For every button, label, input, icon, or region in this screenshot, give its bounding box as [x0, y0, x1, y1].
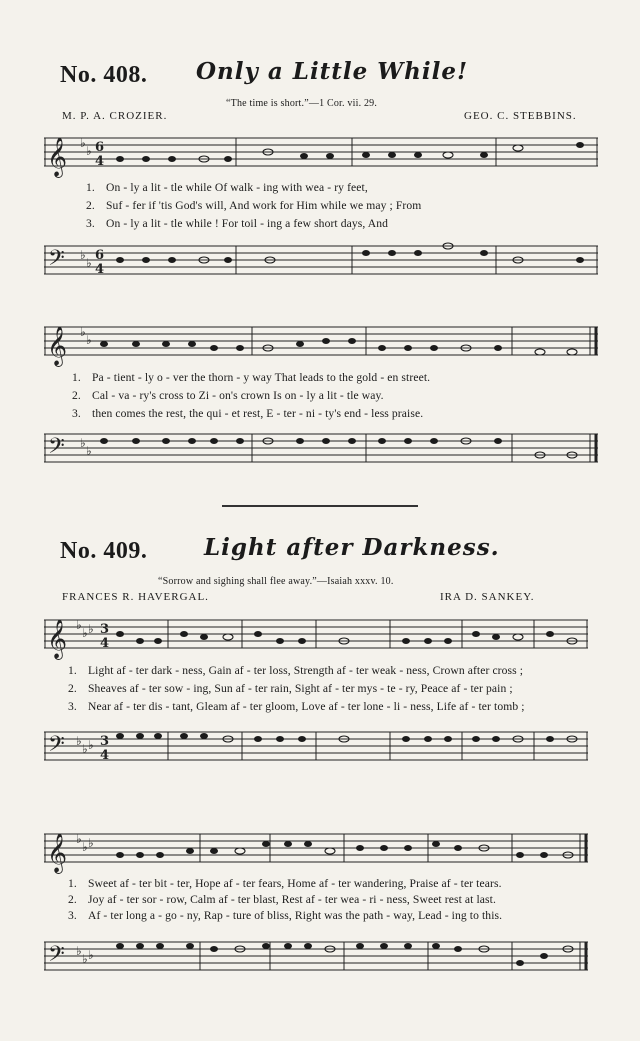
treble-staff: [44, 830, 594, 873]
bass-staff: [44, 728, 594, 768]
verse-line: 3. Af - ter long a - go - ny, Rap - ture of bliss, Right was the path - way, Lead - ing to this.: [68, 909, 503, 922]
svg-text:♭: ♭: [86, 256, 92, 270]
author-credit: FRANCES R. HAVERGAL.: [62, 591, 209, 603]
verse-line: 1. On - ly a lit - tle while Of walk - ing with wea - ry feet,: [86, 181, 368, 194]
svg-text:♭: ♭: [82, 952, 88, 966]
svg-text:♭: ♭: [88, 836, 94, 850]
svg-text:4: 4: [95, 154, 105, 169]
verse-line: 1. Light af - ter dark - ness, Gain af - ter loss, Strength af - ter weak - ness, Crown after cross ;: [68, 664, 524, 677]
svg-text:6: 6: [95, 248, 105, 263]
svg-text:♭: ♭: [82, 840, 88, 854]
treble-staff: [44, 134, 600, 177]
svg-text:3: 3: [100, 734, 110, 749]
svg-text:♭: ♭: [86, 333, 92, 347]
svg-text:4: 4: [100, 636, 110, 651]
epigraph: “Sorrow and sighing shall flee away.”—Isaiah xxxv. 10.: [158, 576, 394, 587]
verse-line: 3. On - ly a lit - tle while ! For toil - ing a few short days, And: [86, 217, 389, 230]
svg-text:♭: ♭: [80, 248, 86, 262]
epigraph: “The time is short.”—1 Cor. vii. 29.: [226, 98, 378, 109]
composer-credit: GEO. C. STEBBINS.: [464, 110, 577, 122]
hymn-title: Light after Darkness.: [204, 534, 500, 561]
svg-text:𝄞: 𝄞: [47, 833, 68, 873]
verse-line: 1. Sweet af - ter bit - ter, Hope af - ter fears, Home af - ter wandering, Praise af - ter tears.: [68, 877, 502, 890]
hymn-number: No. 409.: [60, 538, 148, 564]
svg-text:4: 4: [100, 748, 110, 763]
author-credit: M. P. A. CROZIER.: [62, 110, 168, 122]
section-divider: [222, 505, 418, 507]
svg-text:♭: ♭: [80, 436, 86, 450]
treble-staff: [44, 616, 594, 659]
svg-text:♭: ♭: [86, 444, 92, 458]
hymn-title: Only a Little While!: [196, 58, 469, 85]
svg-text:♭: ♭: [76, 734, 82, 748]
svg-text:♭: ♭: [86, 144, 92, 158]
svg-text:3: 3: [100, 622, 110, 637]
svg-text:𝄢: 𝄢: [48, 246, 65, 276]
svg-text:6: 6: [95, 140, 105, 155]
verse-line: 1. Pa - tient - ly o - ver the thorn - y way That leads to the gold - en street.: [72, 371, 431, 384]
verse-line: 2. Cal - va - ry's cross to Zi - on's crown Is on - ly a lit - tle way.: [72, 389, 384, 402]
verse-line: 2. Sheaves af - ter sow - ing, Sun af - ter rain, Sight af - ter mys - te - ry, Peace af - ter pain ;: [68, 682, 513, 695]
svg-text:𝄢: 𝄢: [48, 434, 65, 464]
svg-text:♭: ♭: [88, 948, 94, 962]
treble-staff: [44, 323, 600, 366]
verse-line: 3. then comes the rest, the qui - et rest, E - ter - ni - ty's end - less praise.: [72, 407, 424, 420]
svg-text:♭: ♭: [76, 944, 82, 958]
svg-text:𝄢: 𝄢: [48, 942, 65, 972]
svg-text:♭: ♭: [76, 832, 82, 846]
svg-text:♭: ♭: [88, 738, 94, 752]
bass-staff: [44, 430, 600, 470]
svg-text:♭: ♭: [88, 622, 94, 636]
svg-text:♭: ♭: [76, 618, 82, 632]
svg-text:𝄞: 𝄞: [47, 619, 68, 659]
svg-text:4: 4: [95, 262, 105, 277]
svg-text:♭: ♭: [82, 626, 88, 640]
svg-text:𝄞: 𝄞: [47, 137, 68, 177]
svg-text:♭: ♭: [80, 136, 86, 150]
svg-text:♭: ♭: [82, 742, 88, 756]
verse-line: 3. Near af - ter dis - tant, Gleam af - ter gloom, Love af - ter lone - li - ness, Life af - ter tomb ;: [68, 700, 525, 713]
svg-text:𝄢: 𝄢: [48, 732, 65, 762]
composer-credit: IRA D. SANKEY.: [440, 591, 535, 603]
verse-line: 2. Suf - fer if 'tis God's will, And work for Him while we may ; From: [86, 199, 422, 212]
svg-text:♭: ♭: [80, 325, 86, 339]
hymn-number: No. 408.: [60, 62, 148, 88]
bass-staff: [44, 938, 594, 978]
bass-staff: [44, 242, 600, 282]
verse-line: 2. Joy af - ter sor - row, Calm af - ter blast, Rest af - ter wea - ri - ness, Sweet rest at last.: [68, 893, 496, 906]
svg-text:𝄞: 𝄞: [47, 326, 68, 366]
